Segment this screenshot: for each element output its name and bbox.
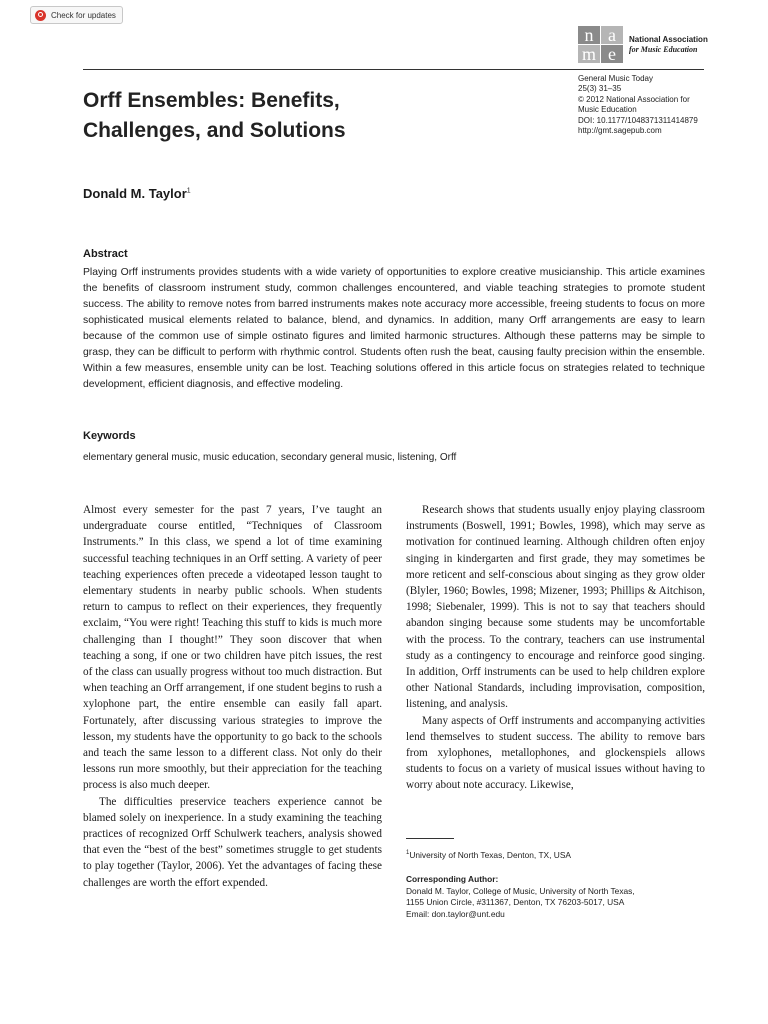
logo-letter-n: n: [578, 26, 600, 44]
journal-copyright: © 2012 National Association for: [578, 94, 690, 104]
body-paragraph: Almost every semester for the past 7 years, I’ve taught an undergraduate course entitled, “Techniques of Classroom Instruments.” In this class, we spend a lot of time examining successful teaching techniques in an Orff setting. A variety of peer teaching experiences often precede a videotaped lesson taught to elementary students in nearby public schools. When students return to campus to reflect on their experiences, they frequently exclaim, “You were right! Teaching this stuff to kids is much more challenging than I thought!” They soon discover that when teaching a song, if one or two children have pitch issues, the rest of the class can usually progress without too much distraction. But when teaching an Orff arrangement, if one student begins to rush a xylophone part, the entire ensemble can easily fall apart. Fortunately, after discussing various strategies to improve the lesson, my students have the opportunity to go back to the schools and teach the same lesson to a different class. Not only do their lessons run more smoothly, but their appreciation for the teaching process is also much deeper.: [83, 504, 382, 792]
header-rule: [83, 69, 704, 70]
affiliation-footnote: [406, 848, 706, 861]
author-affil-marker: 1: [186, 187, 191, 195]
publisher-logo: [578, 26, 708, 63]
author-name: [83, 186, 191, 201]
footnote-rule: [406, 838, 454, 839]
check-for-updates-badge[interactable]: [30, 6, 123, 24]
body-paragraph: Many aspects of Orff instruments and accompanying activities lend themselves to student success. The ability to remove bars from xylophones, metallophones, and glockenspiels allows students to focus on a variety of musical issues without having to worry about note accuracy. Likewise,: [406, 714, 705, 792]
corresponding-author: [406, 874, 706, 920]
logo-letter-m: m: [578, 45, 600, 63]
journal-volume: 25(3) 31–35: [578, 84, 622, 94]
journal-doi: DOI: 10.1177/1048371311414879: [578, 115, 698, 125]
author-text: Donald M. Taylor: [83, 186, 187, 201]
abstract-heading: Abstract: [83, 248, 128, 260]
corr-line-1: Donald M. Taylor, College of Music, University of North Texas,: [406, 885, 635, 896]
logo-letter-a: a: [601, 26, 623, 44]
logo-line2: for Music Education: [629, 44, 698, 54]
body-column-right: [406, 502, 705, 794]
journal-name: General Music Today: [578, 74, 653, 83]
journal-info: [578, 74, 718, 136]
body-column-left: [83, 502, 382, 891]
keywords-heading: Keywords: [83, 430, 136, 442]
body-paragraph: The difficulties preservice teachers experience cannot be blamed solely on inexperience. In a study examining the teaching practices of recognized Orff Schulwerk teachers, analysis showed that even the “best of the best” sometimes struggle to get students to play together (Taylor, 2006). Yet the advantages of facing these challenges are worth the effort expended.: [83, 795, 382, 889]
logo-line1: National Association: [629, 34, 708, 44]
name-logo-mark: [578, 26, 623, 63]
article-title: [83, 86, 463, 146]
corr-heading: Corresponding Author:: [406, 874, 499, 884]
corr-line-2: 1155 Union Circle, #311367, Denton, TX 76203-5017, USA: [406, 897, 625, 908]
abstract-text: Playing Orff instruments provides students with a wide variety of opportunities to explore creative musicianship. This article examines the benefits of classroom instrument study, common challenges encountered, and viable teaching strategies to promote student success. The ability to remove notes from barred instruments makes note accuracy more accessible, freeing students to focus on more sophisticated musical elements related to balance, blend, and dynamics. In addition, many Orff arrangements are easy to learn because of the common use of simple ostinato figures and limited harmonic structures. Although these patterns may be simple to grasp, they can be difficult to perform with rhythmic control. Students often rush the beat, causing faulty precision within the ensemble. Within a few measures, ensemble unity can be lost. Teaching solutions offered in this article focus on strategies related to technique development, efficient diagnosis, and effective modeling.: [83, 267, 705, 390]
check-for-updates-label: Check for updates: [51, 10, 116, 20]
footnote-marker: 1: [406, 850, 410, 856]
title-line-2: Challenges, and Solutions: [83, 119, 346, 142]
keywords-text: elementary general music, music education, secondary general music, listening, Orff: [83, 452, 457, 463]
affiliation-text: University of North Texas, Denton, TX, USA: [409, 849, 572, 860]
journal-copyright-cont: Music Education: [578, 105, 637, 115]
title-line-1: Orff Ensembles: Benefits,: [83, 89, 340, 112]
logo-letter-e: e: [601, 45, 623, 63]
crossmark-icon: [35, 10, 46, 21]
corr-email[interactable]: Email: don.taylor@unt.edu: [406, 908, 505, 919]
body-paragraph: Research shows that students usually enjoy playing classroom instruments (Boswell, 1991; Bowles, 1998), which may serve as motivation for continued learning. Although children often enjoy singing in kindergarten and first grade, they may sometimes be more reticent and self-conscious about singing as they grow older (Blyler, 1960; Bowles, 1998; Mizener, 1993; Phillips & Aitchison, 1998; Siebenaler, 1999). This is not to say that teachers should abandon singing because some students may be uncomfortable with the process. To the contrary, teachers can use instrumental study as a contingency to encourage and reinforce good singing. In addition, Orff instruments can be used to help children explore other National Standards, including improvisation, composition, listening, and analysis.: [406, 504, 705, 711]
logo-text: [629, 35, 708, 55]
journal-url[interactable]: http://gmt.sagepub.com: [578, 126, 662, 136]
